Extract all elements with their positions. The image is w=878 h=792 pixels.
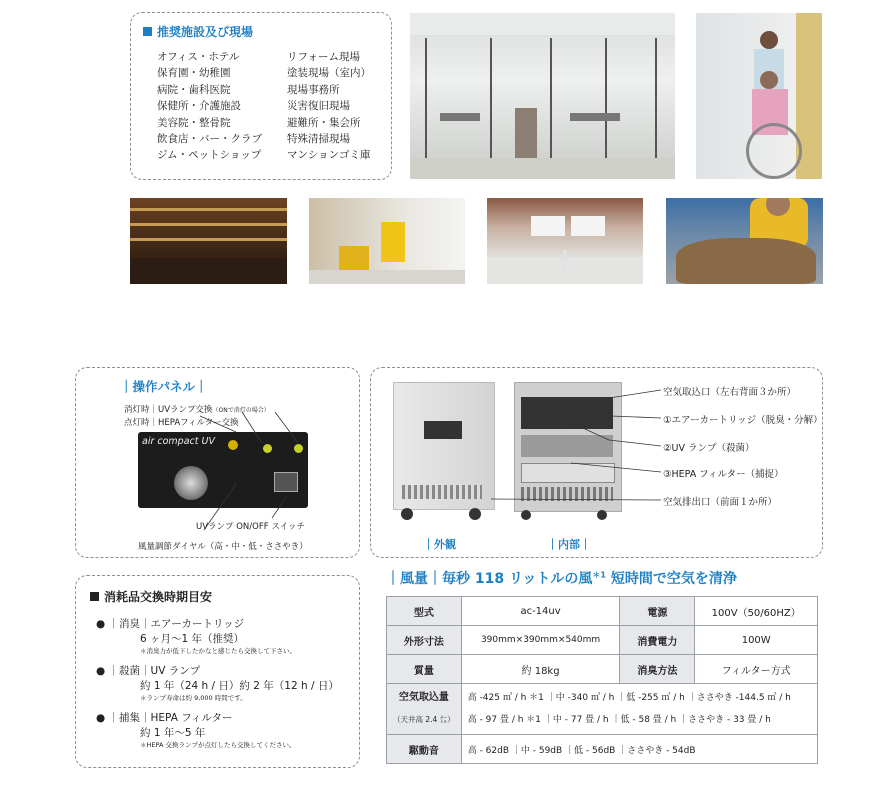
square-icon xyxy=(143,27,152,36)
list-item: ジム・ペットショップ xyxy=(157,149,262,162)
table-row: 駆動音 高 - 62dB ｜中 - 59dB ｜低 - 56dB ｜ささやき - 54dB xyxy=(387,735,818,764)
brand-logo: air compact UV xyxy=(142,436,215,447)
consumables-box xyxy=(75,575,360,768)
list-item: 保育園・幼稚園 xyxy=(157,67,231,80)
callout-exhaust: 空気排出口（前面１か所） xyxy=(663,497,778,508)
panel-box xyxy=(75,367,360,558)
bar-photo xyxy=(130,198,287,284)
list-item: 美容院・整骨院 xyxy=(157,116,231,129)
list-item: 病院・歯科医院 xyxy=(157,83,231,96)
table-row: 質量 約 18kg 消臭方法 フィルター方式 xyxy=(387,655,818,684)
label-exterior: ｜外観 xyxy=(423,538,456,551)
table-row: 外形寸法 390mm×390mm×540mm 消費電力 100W xyxy=(387,626,818,655)
callout-cartridge: ①エアーカートリッジ（脱臭・分解） xyxy=(663,415,823,426)
consumable-item: ● ｜消臭｜エアーカートリッジ 6 ヶ月〜1 年（推奨） ＊消臭力が低下したかなと感じたら交換して下さい。 xyxy=(96,618,296,655)
consumable-item: ● ｜捕集｜HEPA フィルター 約 1 年〜5 年 ＊HEPA 交換ランプが点灯したら交換してください。 xyxy=(96,712,296,749)
office-photo xyxy=(410,13,675,179)
consumables-heading: 消耗品交換時期目安 xyxy=(90,588,212,605)
lobby-photo xyxy=(309,198,465,284)
callout-intake: 空気取込口（左右背面３か所） xyxy=(663,387,797,398)
facilities-box xyxy=(130,12,392,180)
callout-uv-lamp: ②UV ランプ（殺菌） xyxy=(663,443,755,454)
square-icon xyxy=(90,592,99,601)
list-item: 保健所・介護施設 xyxy=(157,100,241,113)
label-interior: ｜内部｜ xyxy=(547,538,591,551)
lamp-off-label: 消灯時｜UVランプ交換（ONで消灯の場合） xyxy=(124,405,270,415)
switch-label: UVランプ ON/OFF スイッチ xyxy=(196,522,305,532)
list-item: 飲食店・バー・クラブ xyxy=(157,133,262,146)
panel-heading: ｜操作パネル｜ xyxy=(120,379,208,394)
pet-photo xyxy=(666,198,823,284)
list-item: 災害復旧現場 xyxy=(287,100,350,113)
meeting-photo xyxy=(487,198,643,284)
table-row: 型式 ac-14uv 電源 100V（50/60HZ） xyxy=(387,597,818,626)
facilities-heading: 推奨施設及び現場 xyxy=(143,23,253,40)
facilities-col1 xyxy=(157,49,262,164)
list-item: マンションゴミ庫 xyxy=(287,149,371,162)
table-row: 空気取込量 （天井高 2.4 ㍍） 高 -425 ㎥ / h ＊1 ｜中 -340 ㎥ / h ｜低 -255 ㎥ / h ｜ささやき -144.5 ㎥ / h 高 - 97 畳 / h ＊1 ｜中 - 77 畳 / h ｜低 - 58 畳 / h ｜ささやき - 33 畳 / h xyxy=(387,684,818,735)
list-item: 塗装現場（室内） xyxy=(287,67,371,80)
list-item: リフォーム現場 xyxy=(287,51,360,63)
dial-label: 風量調節ダイヤル（高・中・低・ささやき） xyxy=(138,542,308,552)
airflow-headline: ｜風量｜毎秒 118 リットルの風$^{*1}$ 短時間で空気を清浄 xyxy=(386,570,737,587)
list-item: オフィス・ホテル xyxy=(157,51,240,63)
spec-table xyxy=(386,596,818,764)
care-photo xyxy=(696,13,822,179)
list-item: 現場事務所 xyxy=(287,83,340,96)
callout-hepa: ③HEPA フィルター（捕捉） xyxy=(663,469,784,480)
list-item: 避難所・集会所 xyxy=(287,116,361,129)
facilities-col2 xyxy=(287,49,371,164)
consumable-item: ● ｜殺菌｜UV ランプ 約 1 年（24 h / 日）約 2 年（12 h / 日） ＊ランプ寿命は約 9,000 時間です。 xyxy=(96,665,339,702)
interior-box xyxy=(370,367,823,558)
lamp-on-label: 点灯時｜HEPAフィルター交換 xyxy=(124,418,239,428)
list-item: 特殊清掃現場 xyxy=(287,133,350,146)
